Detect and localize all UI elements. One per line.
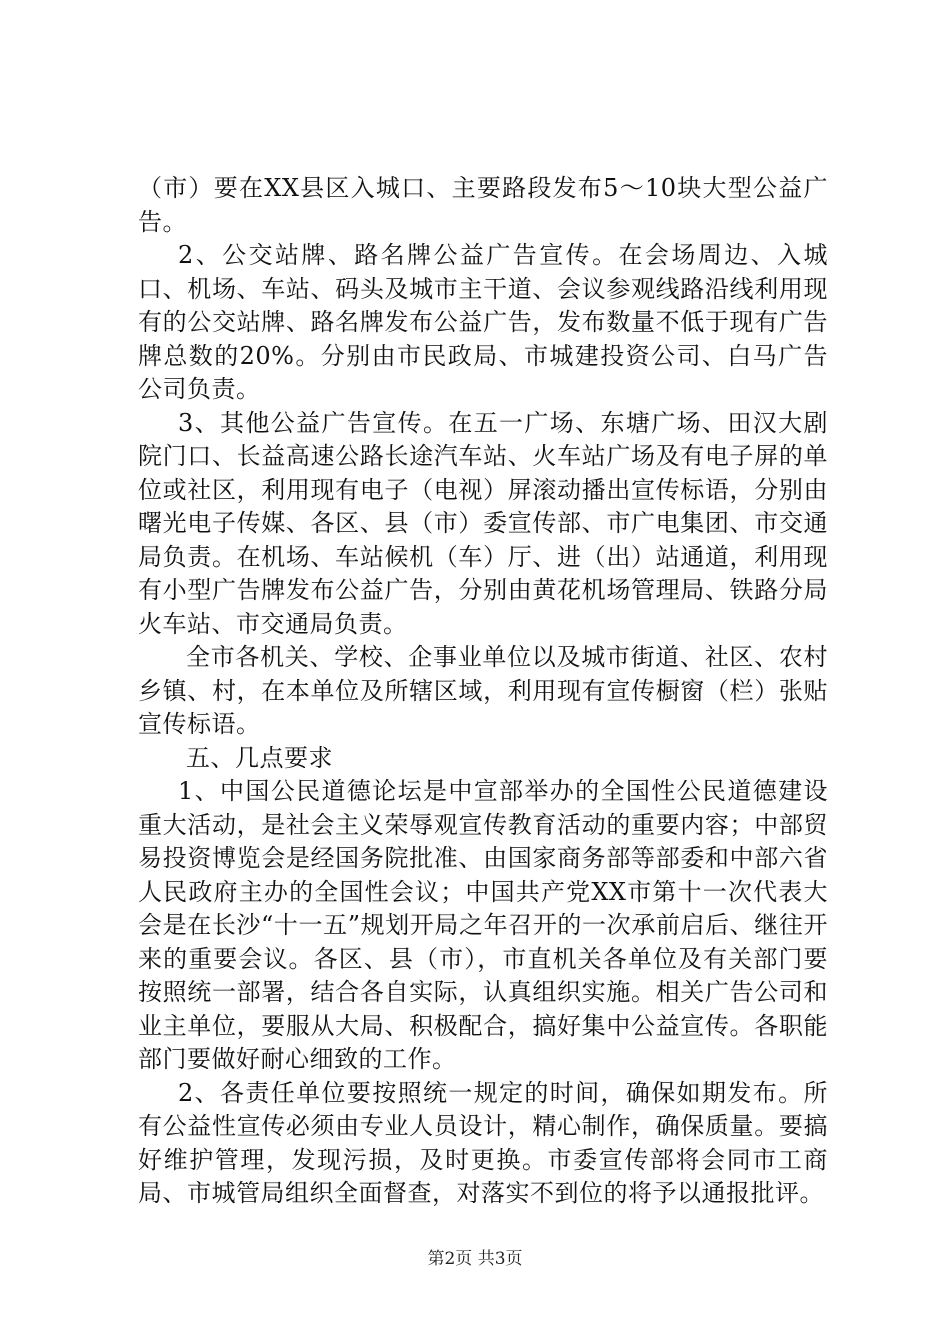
paragraph-bus-stop-ads: 2、公交站牌、路名牌公益广告宣传。在会场周边、入城口、机场、车站、码头及城市主干道、会议参观线路沿线利用现有的公交站牌、路名牌发布公益广告，发布数量不低于现有广告牌总数的20%。分别由市民政局、市城建投资公司、白马广告公司负责。 [138,241,828,403]
paragraph-all-units: 全市各机关、学校、企事业单位以及城市街道、社区、农村乡镇、村，在本单位及所辖区域，利用现有宣传橱窗（栏）张贴宣传标语。 [138,643,828,738]
section-heading-requirements: 五、几点要求 [186,743,333,772]
paragraph-requirement-2: 2、各责任单位要按照统一规定的时间，确保如期发布。所有公益性宣传必须由专业人员设计，精心制作，确保质量。要搞好维护管理，发现污损，及时更换。市委宣传部将会同市工商局、市城管局组织全面督查，对落实不到位的将予以通报批评。 [138,1078,828,1207]
paragraph-other-ads: 3、其他公益广告宣传。在五一广场、东塘广场、田汉大剧院门口、长益高速公路长途汽车站、火车站广场及有电子屏的单位或社区，利用现有电子（电视）屏滚动播出宣传标语，分别由曙光电子传媒、各区、县（市）委宣传部、市广电集团、市交通局负责。在机场、车站候机（车）厅、进（出）站通道，利用现有小型广告牌发布公益广告，分别由黄花机场管理局、铁路分局火车站、市交通局负责。 [138,408,828,638]
paragraph-requirement-1: 1、中国公民道德论坛是中宣部举办的全国性公民道德建设重大活动，是社会主义荣辱观宣传教育活动的重要内容；中部贸易投资博览会是经国务院批准、由国家商务部等部委和中部六省人民政府主办的全国性会议；中国共产党XX市第十一次代表大会是在长沙“十一五”规划开局之年召开的一次承前启后、继往开来的重要会议。各区、县（市），市直机关各单位及有关部门要按照统一部署，结合各自实际，认真组织实施。相关广告公司和业主单位，要服从大局、积极配合，搞好集中公益宣传。各职能部门要做好耐心细致的工作。 [138,777,828,1073]
page-number-footer: 第2页 共3页 [427,1249,523,1269]
paragraph-continuation: （市）要在XX县区入城口、主要路段发布5～10块大型公益广告。 [138,174,828,236]
document-body [138,172,828,1211]
